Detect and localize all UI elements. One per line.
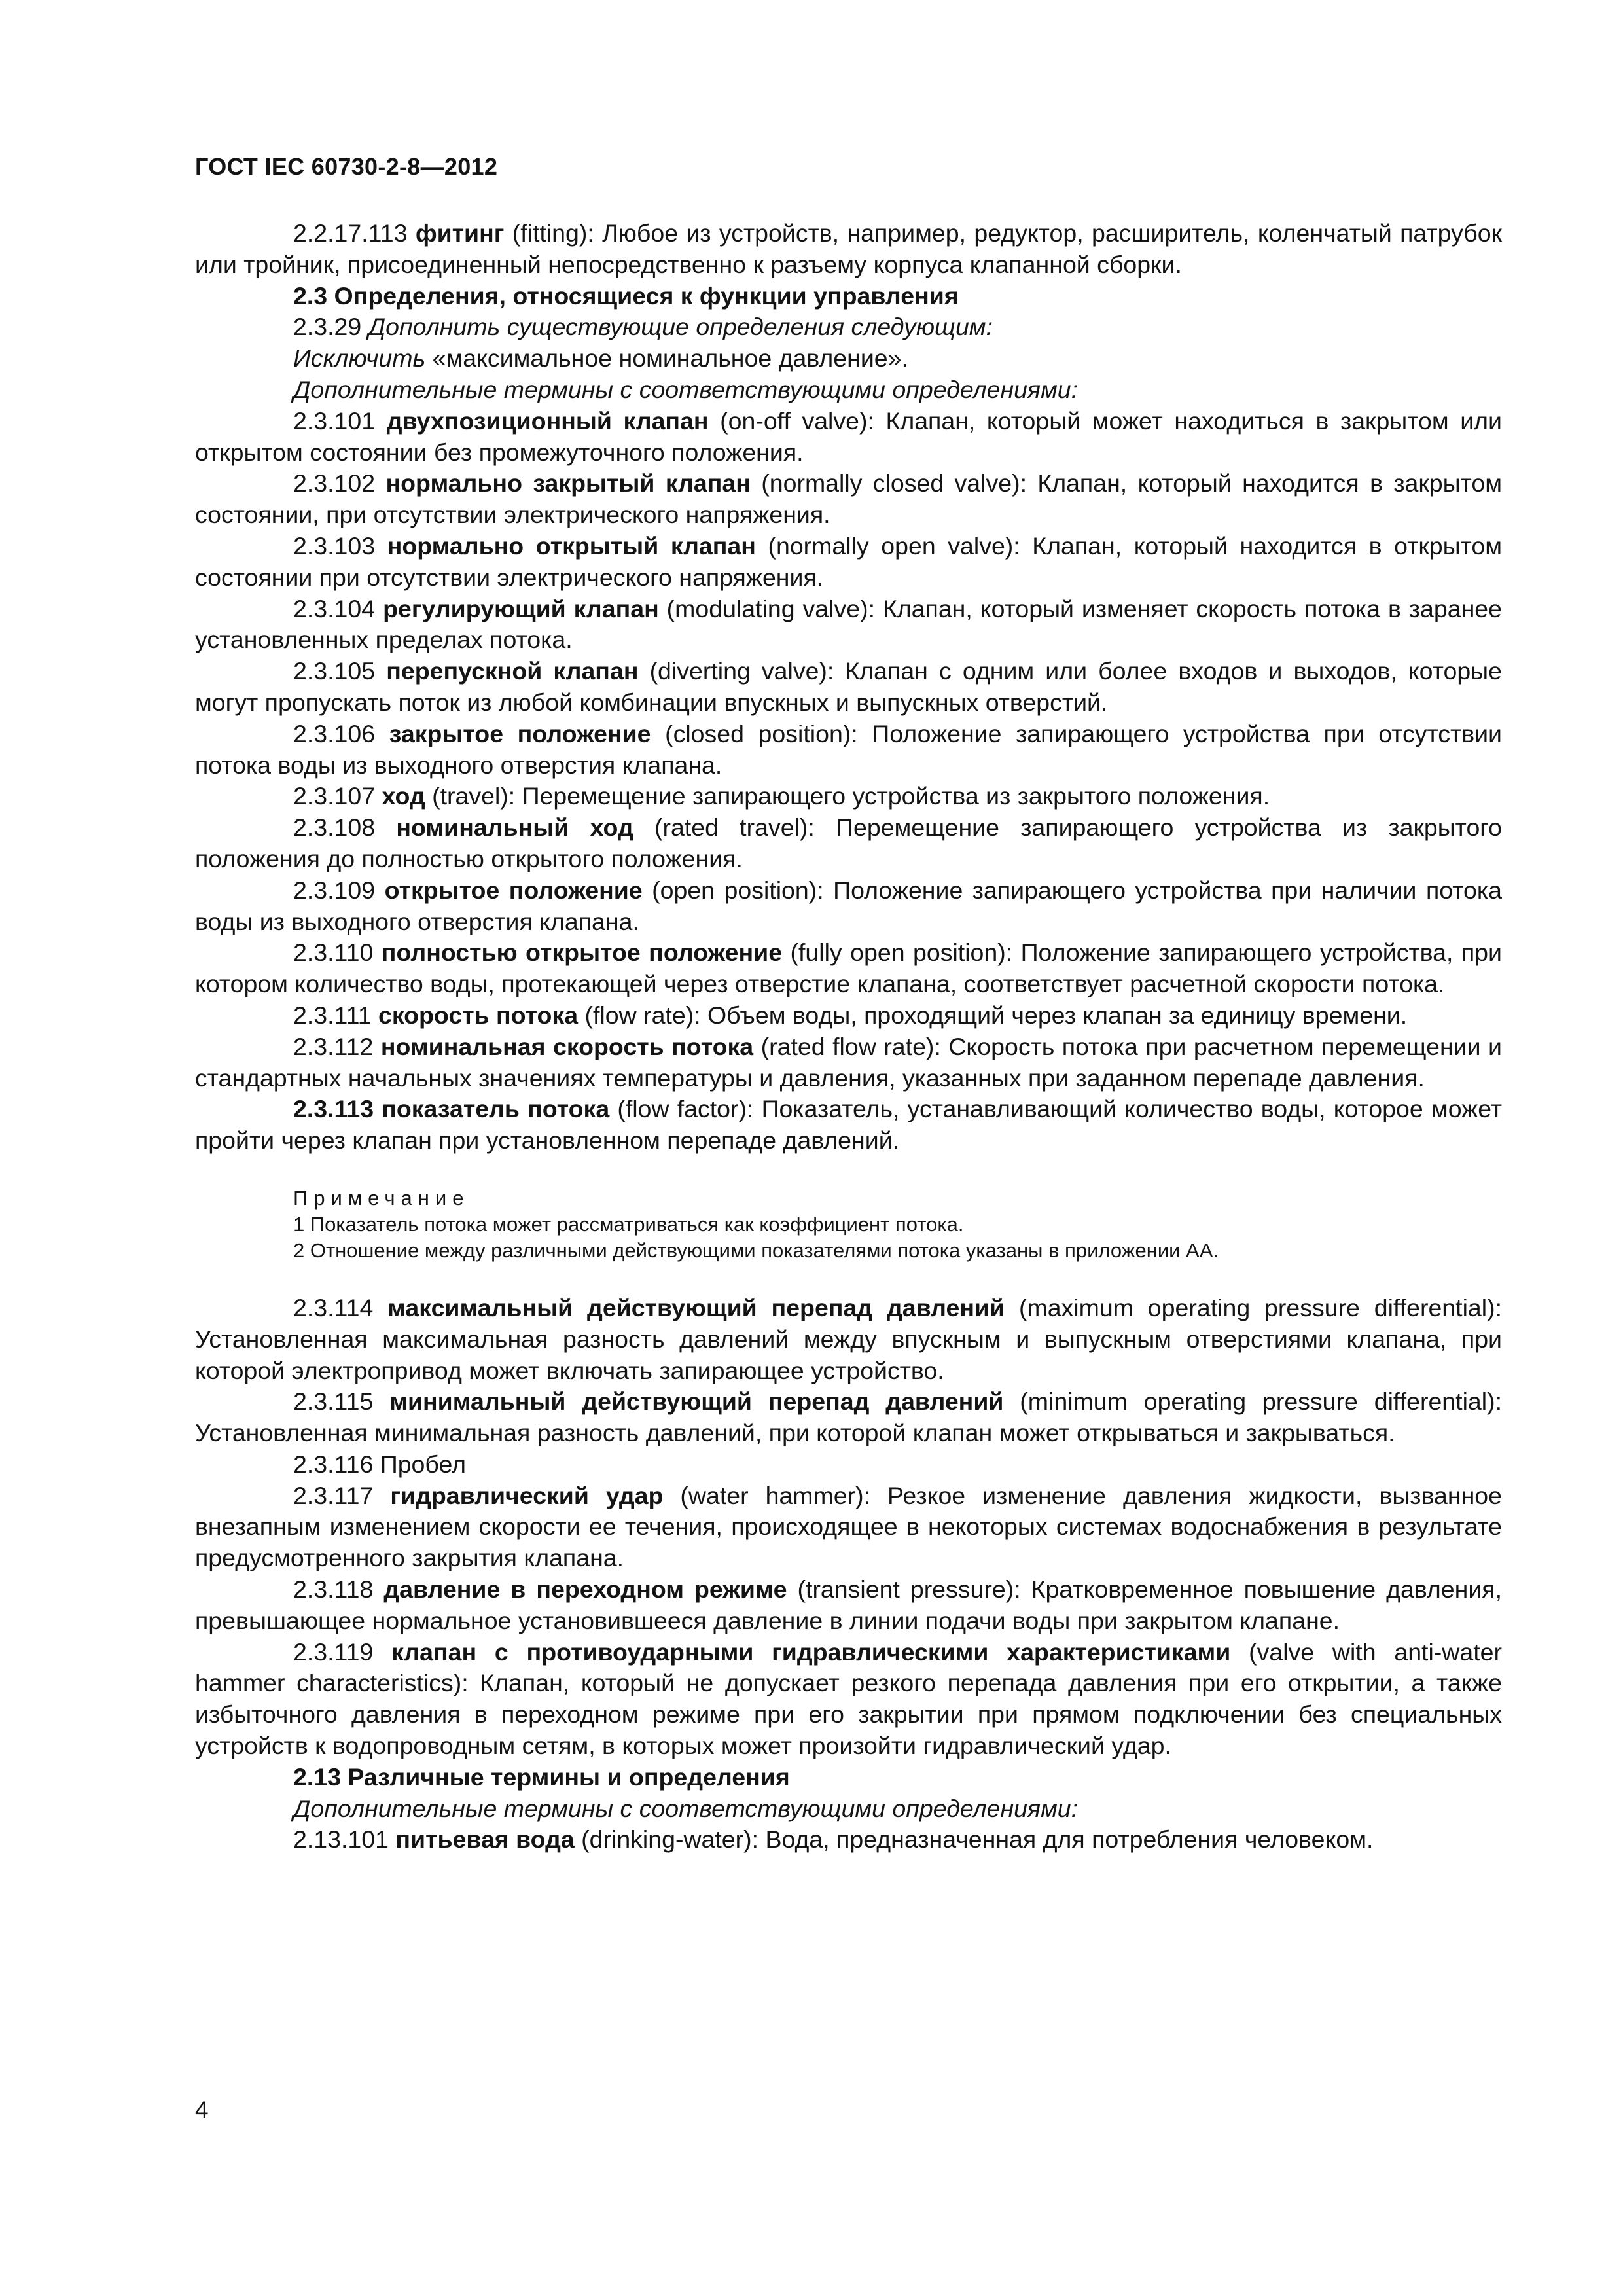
term-number: 2.3.117 — [293, 1481, 374, 1509]
term-name: гидравлический удар — [390, 1481, 664, 1509]
term-number: 2.3.118 — [293, 1575, 374, 1604]
term-number: 2.3.104 — [293, 594, 376, 622]
term-number: 2.13.101 — [293, 1825, 389, 1854]
term-text: (flow factor): Показатель, устанавливающий количество воды, которое может пройти через клапан при установленном перепаде давлений. — [195, 1095, 1502, 1155]
term-definition — [195, 594, 1502, 656]
term-name: фитинг — [415, 219, 505, 247]
term-text: (modulating valve): Клапан, который изменяет скорость потока в заранее установленных пределах потока. — [195, 594, 1502, 654]
term-name: нормально открытый клапан — [387, 531, 756, 560]
term-name: клапан с противоударными гидравлическими характеристиками — [391, 1638, 1231, 1666]
term-number: 2.3.109 — [293, 876, 376, 904]
term-definition — [195, 1574, 1502, 1637]
section-heading: 2.3 Определения, относящиеся к функции управления — [293, 281, 959, 310]
document-header: ГОСТ IEC 60730-2-8—2012 — [195, 153, 498, 180]
term-name: питьевая вода — [395, 1825, 575, 1854]
term-name: перепускной клапан — [386, 657, 639, 685]
term-text: (minimum operating pressure differential): Установленная минимальная разность давлений, при которой клапан может открываться и закрываться. — [195, 1388, 1502, 1447]
term-definition — [195, 218, 1502, 281]
term-definition — [195, 1293, 1502, 1386]
term-name: ход — [382, 782, 425, 810]
term-name: открытое положение — [384, 876, 643, 904]
term-number: 2.2.17.113 — [293, 219, 408, 247]
term-number: 2.3.106 — [293, 719, 376, 747]
term-text: (water hammer): Резкое изменение давления жидкости, вызванное внезапным изменением скорости ее течения, происходящее в некоторых системах водоснабжения в результате предусмотренного закрытия клапана. — [195, 1481, 1502, 1572]
paragraph-text: «максимальное номинальное давление». — [425, 344, 908, 372]
term-number: 2.3.111 — [293, 1001, 372, 1029]
term-number: 2.3.101 — [293, 406, 376, 435]
plain-paragraph — [195, 1449, 1502, 1480]
term-number: 2.3.107 — [293, 782, 376, 810]
term-number: 2.3.105 — [293, 657, 376, 685]
section-heading: 2.13 Различные термины и определения — [293, 1763, 790, 1791]
italic-text: Дополнить существующие определения следующим: — [368, 313, 993, 341]
term-text: (on-off valve): Клапан, который может находиться в закрытом или открытом состоянии без промежуточного положения. — [195, 406, 1503, 466]
term-number: 2.3.119 — [293, 1638, 374, 1666]
plain-paragraph — [195, 1793, 1502, 1825]
term-name: нормально закрытый клапан — [385, 469, 751, 497]
term-number: 2.3.112 — [293, 1032, 374, 1060]
term-name: номинальная скорость потока — [380, 1032, 754, 1060]
term-number: 2.3.114 — [293, 1293, 374, 1321]
term-definition — [195, 1094, 1502, 1157]
term-text: (fully open position): Положение запирающего устройства, при котором количество воды, протекающей через отверстие клапана, соответствует расчетной скорости потока. — [195, 939, 1502, 998]
term-definition — [195, 406, 1502, 469]
term-text: (open position): Положение запирающего устройства при наличии потока воды из выходного отверстия клапана. — [195, 876, 1502, 935]
italic-text: Дополнительные термины с соответствующими определениями: — [293, 1794, 1079, 1822]
term-text: (fitting): Любое из устройств, например, редуктор, расширитель, коленчатый патрубок или тройник, присоединенный непосредственно к разъему корпуса клапанной сборки. — [195, 219, 1502, 278]
term-name: двухпозиционный клапан — [386, 406, 709, 435]
term-text: (normally open valve): Клапан, который находится в открытом состоянии при отсутствии электрического напряжения. — [195, 531, 1502, 591]
term-text: (rated flow rate): Скорость потока при расчетном перемещении и стандартных начальных значениях температуры и давления, указанных при заданном перепаде давления. — [195, 1032, 1502, 1092]
term-definition — [195, 781, 1502, 812]
term-definition — [195, 468, 1502, 531]
note-line: 1 Показатель потока может рассматриваться как коэффициент потока. — [293, 1212, 964, 1236]
term-name: максимальный действующий перепад давлений — [387, 1293, 1005, 1321]
plain-paragraph — [195, 312, 1502, 343]
page-number: 4 — [195, 2096, 209, 2123]
term-definition — [195, 875, 1502, 938]
italic-text: Дополнительные термины с соответствующими определениями: — [293, 375, 1079, 403]
note-block — [195, 1185, 1502, 1264]
term-text: (diverting valve): Клапан с одним или более входов и выходов, которые могут пропускать поток из любой комбинации впускных и выпускных отверстий. — [195, 657, 1502, 716]
document-body — [195, 218, 1502, 1856]
note-line: 2 Отношение между различными действующими показателями потока указаны в приложении АА. — [293, 1238, 1219, 1262]
term-definition — [195, 1637, 1502, 1762]
term-text: (drinking-water): Вода, предназначенная для потребления человеком. — [574, 1825, 1374, 1854]
plain-paragraph — [195, 374, 1502, 406]
term-number: 2.3.102 — [293, 469, 376, 497]
term-definition — [195, 1000, 1502, 1031]
term-name: давление в переходном режиме — [383, 1575, 787, 1604]
term-text: (flow rate): Объем воды, проходящий через клапан за единицу времени. — [578, 1001, 1408, 1029]
term-text: (valve with anti-water hammer characteristics): Клапан, который не допускает резкого перепада давления при его открытии, а также избыточного давления в переходном режиме при его закрытии при прямом подключении без специальных устройств к водопроводным сетям, в которых может произойти гидравлический удар. — [195, 1638, 1502, 1760]
term-name: закрытое положение — [389, 719, 651, 747]
note-title: Примечание — [293, 1186, 470, 1210]
term-definition — [195, 1824, 1502, 1856]
term-name: показатель потока — [382, 1095, 610, 1123]
term-definition — [195, 812, 1502, 875]
term-definition — [195, 719, 1502, 781]
plain-paragraph — [195, 343, 1502, 374]
term-name: минимальный действующий перепад давлений — [389, 1388, 1004, 1416]
term-definition — [195, 1386, 1502, 1449]
term-number: 2.3.108 — [293, 814, 376, 842]
term-definition — [195, 1031, 1502, 1094]
term-name: номинальный ход — [396, 814, 633, 842]
term-number: 2.3.110 — [293, 939, 374, 967]
term-definition — [195, 656, 1502, 719]
paragraph-lead: 2.3.29 — [293, 313, 368, 341]
term-text: (normally closed valve): Клапан, который находится в закрытом состоянии, при отсутствии электрического напряжения. — [195, 469, 1503, 529]
term-number: 2.3.113 — [293, 1095, 374, 1123]
italic-text: Исключить — [293, 344, 426, 372]
term-text: (rated travel): Перемещение запирающего устройства из закрытого положения до полностью открытого положения. — [195, 814, 1503, 872]
term-number: 2.3.103 — [293, 531, 376, 560]
term-definition — [195, 531, 1502, 594]
term-text: (maximum operating pressure differential): Установленная максимальная разность давлений между впускным и выпускным отверстиями клапана, при которой электропривод может включать запирающее устройство. — [195, 1293, 1502, 1384]
term-text: (transient pressure): Кратковременное повышение давления, превышающее нормальное установившееся давление в линии подачи воды при закрытом клапане. — [195, 1575, 1502, 1634]
term-definition — [195, 937, 1502, 1000]
term-text: (closed position): Положение запирающего устройства при отсутствии потока воды из выходного отверстия клапана. — [195, 719, 1503, 779]
term-name: полностью открытое положение — [381, 939, 783, 967]
paragraph-lead: 2.3.116 Пробел — [293, 1450, 466, 1478]
term-name: регулирующий клапан — [383, 594, 659, 622]
term-text: (travel): Перемещение запирающего устройства из закрытого положения. — [425, 782, 1270, 810]
term-definition — [195, 1480, 1502, 1574]
term-name: скорость потока — [378, 1001, 579, 1029]
term-number: 2.3.115 — [293, 1388, 374, 1416]
